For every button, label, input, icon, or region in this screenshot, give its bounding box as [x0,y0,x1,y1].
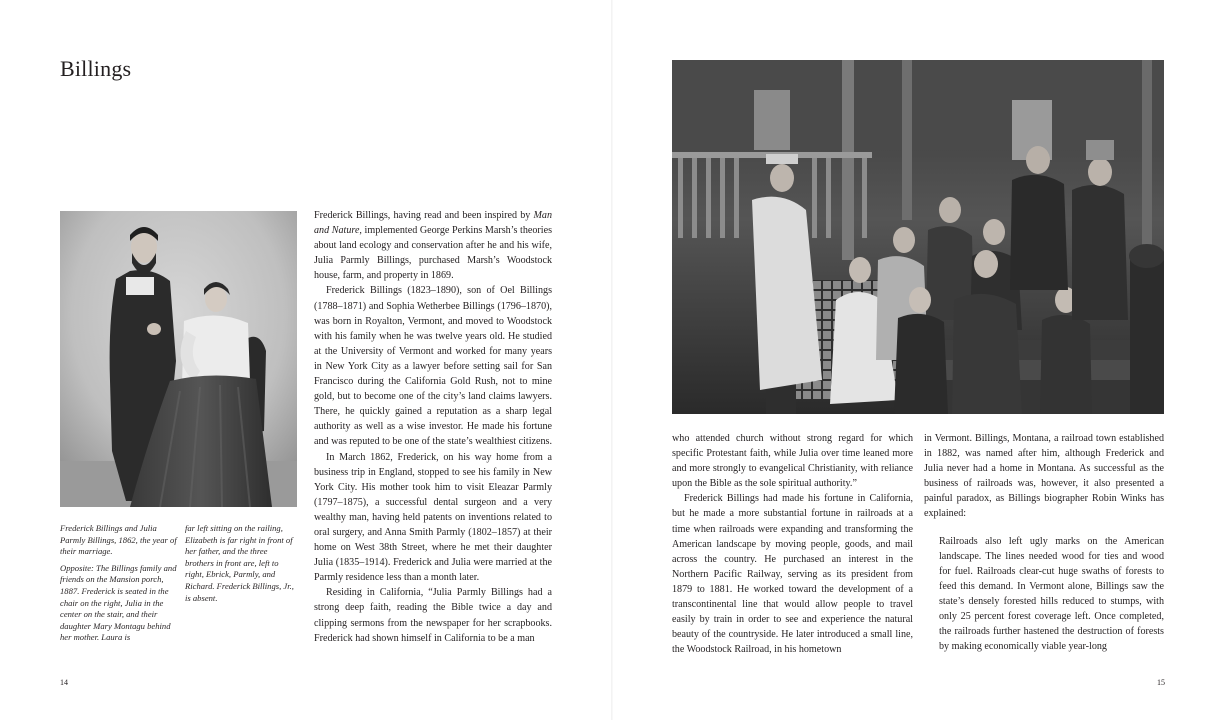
family-porch-photo [672,60,1164,414]
body-paragraph: In March 1862, Frederick, on his way home from a business trip in England, stopped to see his family in New York City. His mother took him to visit Eleazar Parmly (1797–1875), a successful dental surgeon and a very wealthy man, having held patents on inventions related to oral surgery, and Anna Smith Parmly (1802–1857) at their home on West 38th Street, where he met their daughter Julia (1835–1914). Frederick and Julia were married at the Parmly residence less than a month later. [314,451,552,584]
body-paragraph: Frederick Billings, having read and been inspired by Man and Nature, implemented George Perkins Marsh’s theories about land ecology and conservation after he and his wife, Julia Parmly Billings, purchased Marsh’s Woodstock house, farm, and property in 1869. [314,210,552,282]
body-paragraph: Frederick Billings (1823–1890), son of Oel Billings (1788–1871) and Sophia Wetherbee Billings (1796–1870), was born in Royalton, Vermont, and moved to Woodstock with his family when he was twelve years old. He studied at the University of Vermont and worked for many years in New York City as a lawyer before setting sail for San Francisco during the California Gold Rush, not to mine gold, but to become one of the city’s land claims lawyers. There, he quickly gained a reputation as a sharp legal authority as well as a wise investor. He made his fortune and was reputed to be one of the state’s wealthiest citizens. [314,285,552,448]
page-gutter [611,0,613,720]
body-paragraph: Residing in California, “Julia Parmly Billings had a strong deep faith, reading the Bible twice a day and clipping sermons from the newspaper for her scrapbooks. Frederick had shown himself in California to be a man [314,587,552,644]
caption-paragraph: Opposite: The Billings family and friends on the Mansion porch, 1887. Frederick is seated in the chair on the right, Julia in the center on the stair, and their daughter Mary Montagu behind her mother. Laura is [60,562,177,643]
book-title: Man and Nature [314,210,552,237]
body-column-1 [314,208,552,646]
chapter-title: Billings [60,56,132,81]
caption-paragraph: Frederick Billings and Julia Parmly Billings, 1862, the year of their marriage. [60,523,177,557]
body-paragraph: Frederick Billings had made his fortune in California, but he made a more substantial fortune in railroads at a time when railroads were expanding and transforming the American landscape by moving people, goods, and mail across the country. He purchased an interest in the Northern Pacific Railway, serving as its president from 1879 to 1881. He worked toward the development of a transcontinental line that would allow people to travel easily by train in order to see and experience the natural beauty of the countryside. He later introduced a small line, the Woodstock Railroad, in his hometown [672,493,913,656]
page-number: 14 [60,678,68,687]
page-number: 15 [1157,678,1165,687]
portrait-photo [60,211,297,507]
body-paragraph: in Vermont. Billings, Montana, a railroad town established in 1882, was named after him, although Frederick and Julia never had a home in Montana. As successful as the business of railroads was, however, it also presented a painful paradox, as Billings biographer Robin Winks has explained: [924,433,1164,520]
caption-paragraph: far left sitting on the railing, Elizabeth is far right in front of her father, and the three brothers in front are, left to right, Ebrick, Parmly, and Richard. Frederick Billings, Jr., is absent. [185,523,294,603]
body-column-3 [924,431,1164,654]
body-paragraph: who attended church without strong regard for which specific Protestant faith, while Julia over time leaned more and more strongly to evangelical Christianity, with reliance upon the Bible as the sole spiritual authority.” [672,433,913,490]
block-quote: Railroads also left ugly marks on the American landscape. The lines needed wood for ties and wood for fuel. Railroads clear-cut huge swaths of forests to feed this demand. In Vermont alone, Billings saw the state’s densely forested hills reduced to stumps, with only 25 percent forest coverage left. Once completed, the railroads further hastened the destruction of forests by making economically viable year-long [939,535,1164,653]
photo-caption-continued [185,523,295,604]
body-column-2 [672,431,913,657]
photo-caption [60,523,178,644]
